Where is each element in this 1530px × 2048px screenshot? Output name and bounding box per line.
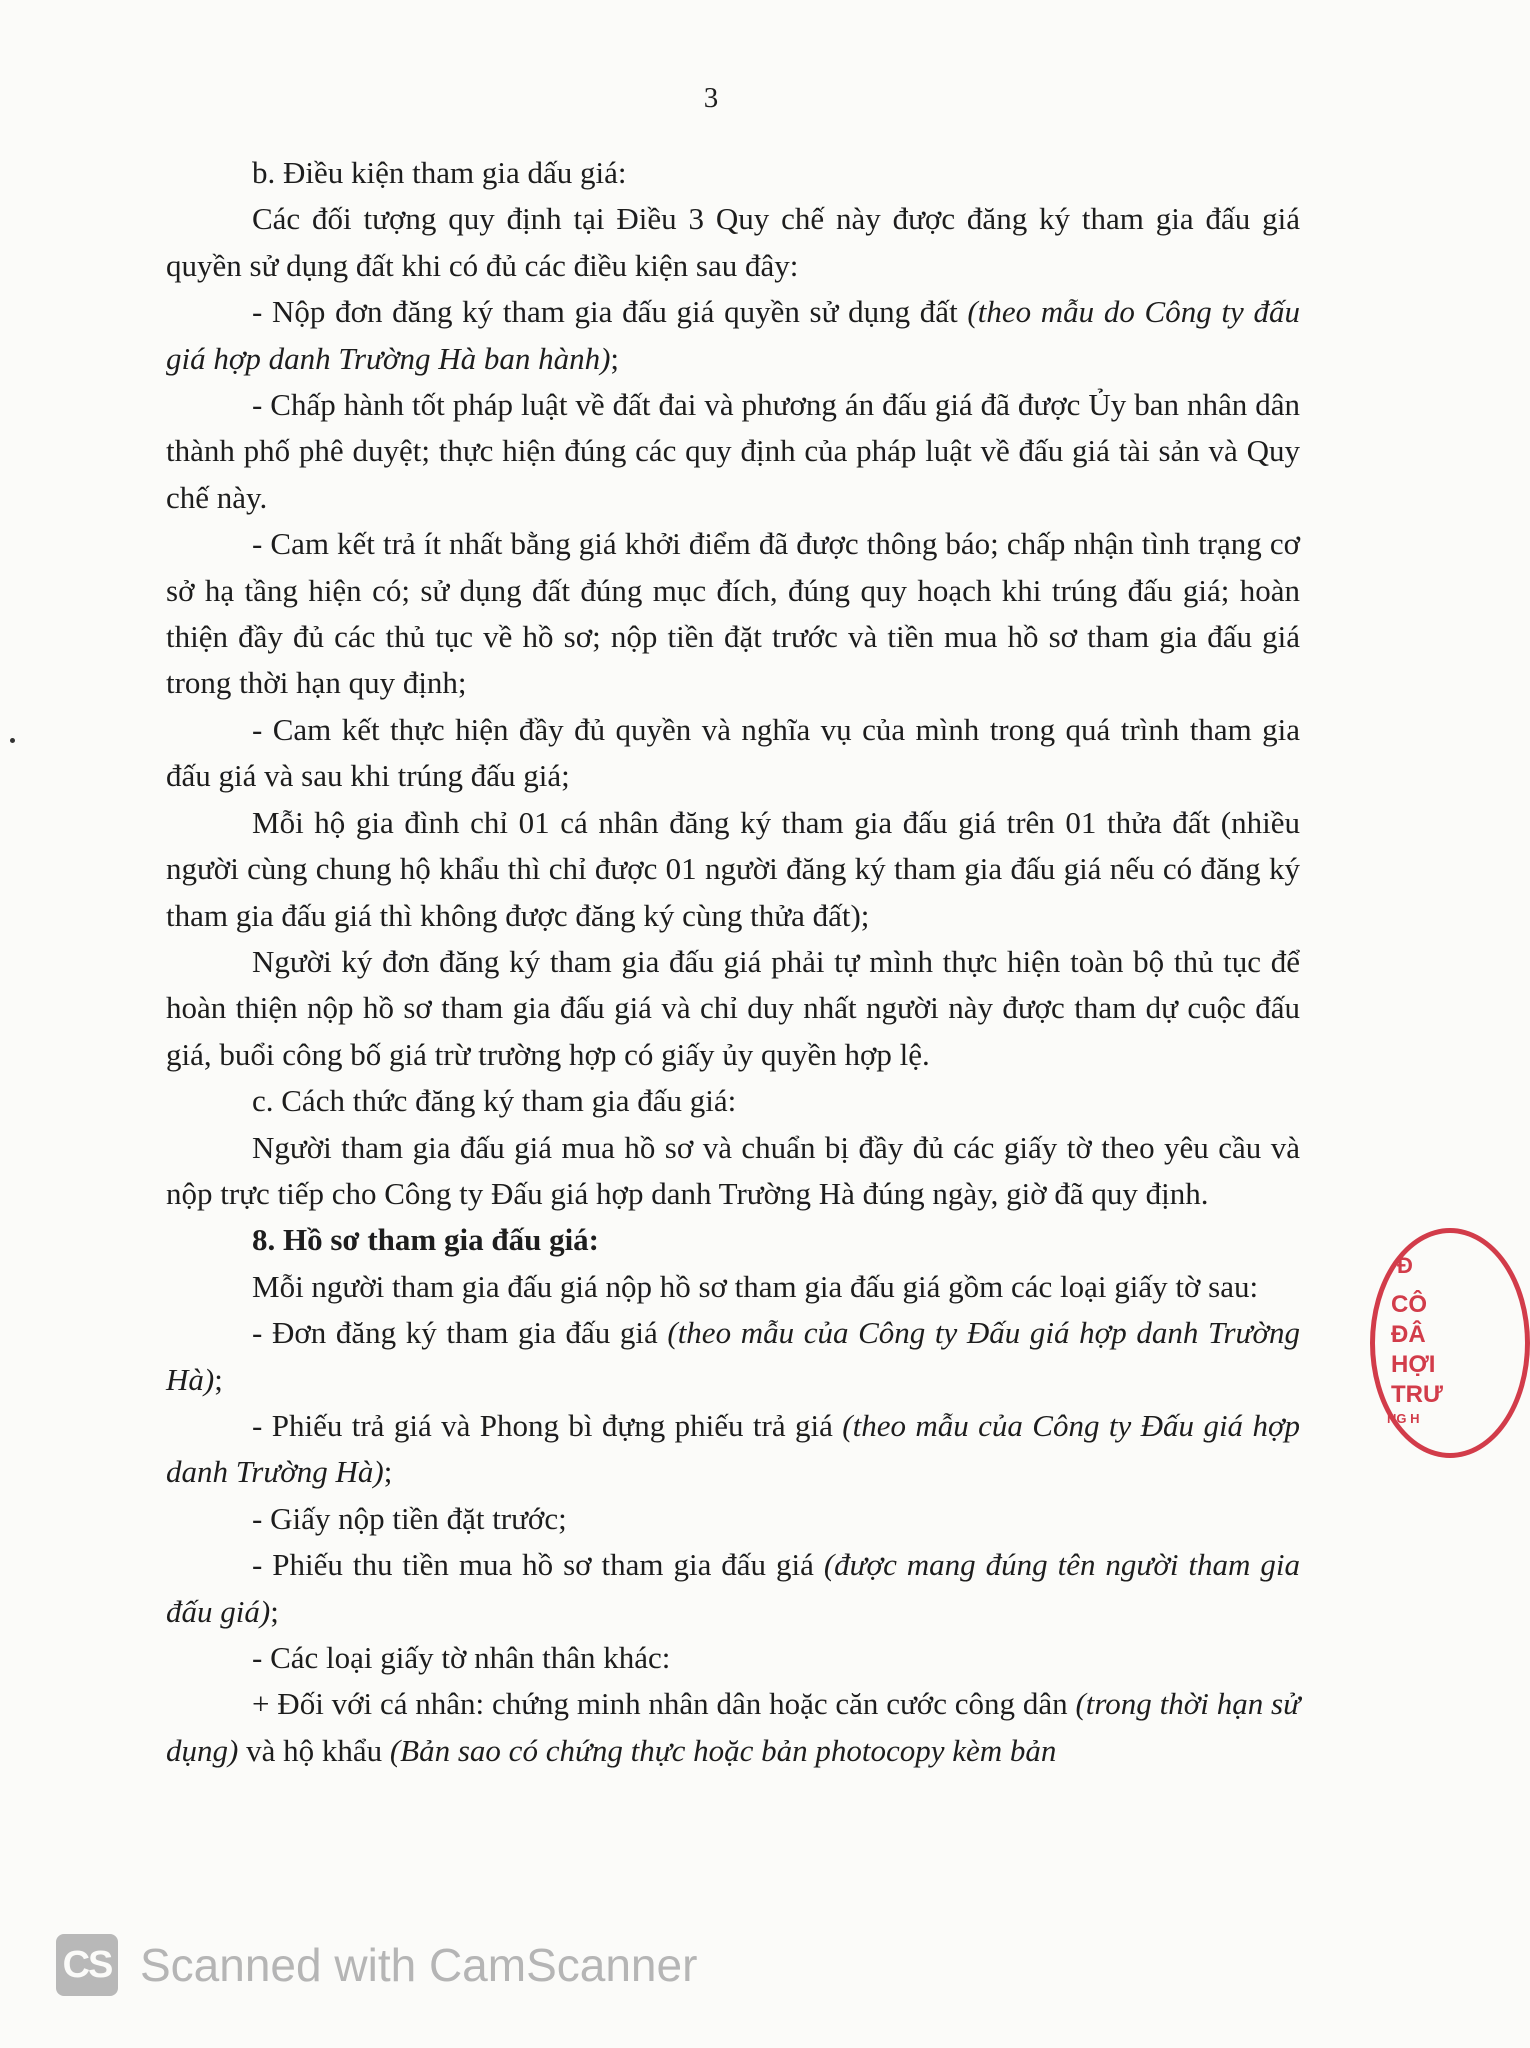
camscanner-watermark (56, 1934, 697, 1996)
text-run: - Phiếu trả giá và Phong bì đựng phiếu trả giá (252, 1407, 843, 1443)
section-8-heading: 8. Hồ sơ tham gia đấu giá: (252, 1222, 600, 1258)
section-b-heading: b. Điều kiện tham gia dấu giá: (252, 155, 627, 190)
text-run: - Đơn đăng ký tham gia đấu giá (252, 1315, 668, 1351)
italic-run: (theo mẫu của Công ty Đấu giá hợp danh Trường Hà) (166, 1407, 1301, 1490)
company-seal-stamp (1370, 1228, 1530, 1458)
camscanner-logo-icon: CS (56, 1934, 118, 1996)
italic-run: (Bản sao có chứng thực hoặc bản photocopy kèm bản (389, 1732, 1057, 1768)
list-item (166, 1542, 1300, 1635)
section-c-heading: c. Cách thức đăng ký tham gia đấu giá: (252, 1083, 737, 1119)
italic-run: (được mang đúng tên người tham gia đấu giá) (166, 1547, 1300, 1629)
stamp-text: TRƯ (1391, 1381, 1443, 1408)
margin-dot (10, 738, 15, 743)
paragraph: Người tham gia đấu giá mua hồ sơ và chuẩn bị đầy đủ các giấy tờ theo yêu cầu và nộp trực tiếp cho Công ty Đấu giá hợp danh Trường Hà đúng ngày, giờ đã quy định. (166, 1129, 1300, 1211)
paragraph: - Cam kết trả ít nhất bằng giá khởi điểm đã được thông báo; chấp nhận tình trạng cơ sở hạ tầng hiện có; sử dụng đất đúng mục đích, đúng quy hoạch khi trúng đấu giá; hoàn thiện đầy đủ các thủ tục về hồ sơ; nộp tiền đặt trước và tiền mua hồ sơ tham gia đấu giá trong thời hạn quy định; (166, 526, 1300, 701)
italic-run: (trong thời hạn sử dụng) (166, 1686, 1300, 1768)
paragraph: - Chấp hành tốt pháp luật về đất đai và phương án đấu giá đã được Ủy ban nhân dân thành phố phê duyệt; thực hiện đúng các quy định của pháp luật về đấu giá tài sản và Quy chế này. (166, 387, 1300, 515)
text-run: - Phiếu thu tiền mua hồ sơ tham gia đấu giá (252, 1547, 824, 1583)
text-run: ; (270, 1593, 279, 1629)
list-item: - Giấy nộp tiền đặt trước; (252, 1500, 567, 1536)
paragraph: Người ký đơn đăng ký tham gia đấu giá phải tự mình thực hiện toàn bộ thủ tục để hoàn thiện nộp hồ sơ tham gia đấu giá và chỉ duy nhất người này được tham dự cuộc đấu giá, buổi công bố giá trừ trường hợp có giấy ủy quyền hợp lệ. (166, 943, 1300, 1072)
list-item: - Các loại giấy tờ nhân thân khác: (252, 1640, 671, 1675)
page-number: 3 (703, 82, 719, 114)
stamp-text: CÔ (1391, 1291, 1427, 1318)
text-run: + Đối với cá nhân: chứng minh nhân dân hoặc căn cước công dân (252, 1686, 1076, 1722)
paragraph: Mỗi hộ gia đình chỉ 01 cá nhân đăng ký tham gia đấu giá trên 01 thửa đất (nhiều người cùng chung hộ khẩu thì chỉ được 01 người đăng ký tham gia đấu giá nếu có đăng ký tham gia đấu giá thì không được đăng ký cùng thửa đất); (166, 804, 1300, 933)
stamp-text: NG H (1387, 1411, 1420, 1426)
paragraph: Các đối tượng quy định tại Điều 3 Quy chế này được đăng ký tham gia đấu giá quyền sử dụng đất khi có đủ các điều kiện sau đây: (166, 201, 1300, 283)
stamp-text: Đ (1397, 1253, 1413, 1278)
list-item (166, 1403, 1300, 1496)
italic-run: (theo mẫu do Công ty đấu giá hợp danh Trường Hà ban hành) (166, 294, 1300, 376)
document-body (166, 150, 1300, 1774)
paragraph: Mỗi người tham gia đấu giá nộp hồ sơ tham gia đấu giá gồm các loại giấy tờ sau: (252, 1268, 1259, 1304)
text-run: ; (610, 340, 620, 376)
text-run: ; (214, 1361, 223, 1397)
text-run: và hộ khẩu (238, 1732, 390, 1768)
stamp-text: ĐÂ (1391, 1321, 1426, 1348)
text-run: - Nộp đơn đăng ký tham gia đấu giá quyền sử dụng đất (252, 294, 968, 330)
text-run: ; (383, 1454, 393, 1490)
list-item (166, 1681, 1300, 1774)
watermark-text: Scanned with CamScanner (140, 1939, 698, 1991)
paragraph: - Cam kết thực hiện đầy đủ quyền và nghĩa vụ của mình trong quá trình tham gia đấu giá và sau khi trúng đấu giá; (166, 711, 1300, 794)
stamp-text: HỢI (1391, 1351, 1436, 1378)
list-item (166, 1310, 1300, 1403)
italic-run: (theo mẫu của Công ty Đấu giá hợp danh Trường Hà) (166, 1315, 1300, 1397)
paragraph (166, 289, 1300, 382)
